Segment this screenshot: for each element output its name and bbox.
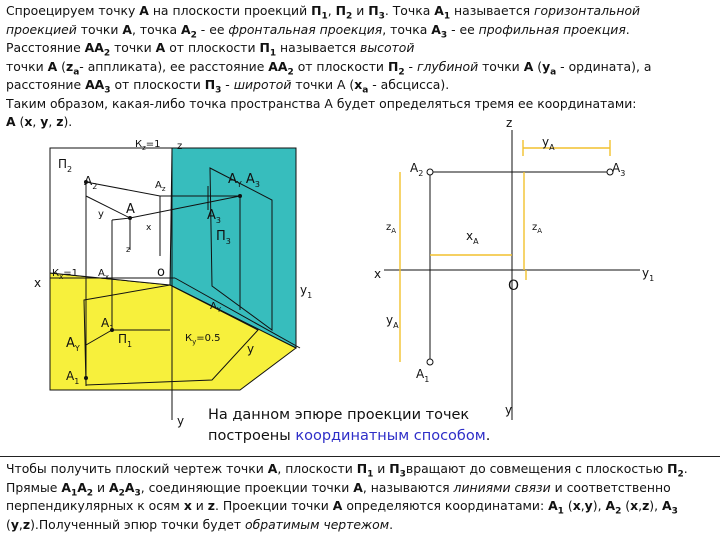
epure-label-xa: $х_А$: [466, 229, 479, 246]
label-x-axis: x: [34, 276, 42, 290]
caption-line-1: На данном эпюре проекции точек: [208, 407, 470, 423]
point-a3: [238, 194, 242, 198]
intro-line-7: А (х, у, z).: [6, 114, 73, 129]
label-y-right: у: [247, 342, 255, 356]
label-ay-a3: $А_Y$ $А_3$: [228, 172, 260, 189]
label-p1: $П_1$: [118, 332, 133, 349]
intro-line-2: проекцией точки А, точка $А_2$ - ее фронтальная проекция, точка $А_3$ - ее профильная проекция.: [6, 21, 630, 39]
label-p2: $П_2$: [58, 157, 73, 174]
label-ky: $К_y=0.5$: [185, 333, 221, 346]
conclusion-line-4: (у,z).Полученный эпюр точки будет обратимым чертежом.: [6, 516, 394, 532]
intro-line-6: Таким образом, какая-либо точка пространства А будет определяться тремя ее координатами:: [6, 95, 637, 111]
caption-highlight: координатным способом: [295, 428, 486, 444]
label-ax: $А_x$: [98, 268, 109, 281]
label-z-small: z: [126, 245, 131, 254]
label-y-inner: у: [98, 209, 104, 220]
conclusion-line-3: перпендикулярных к осям х и z. Проекции точки А определяются координатами: $А_1$ (х,у), $А_2$ (х,z), $А_3$: [6, 498, 678, 516]
epure-label-ya: $у_А$: [542, 135, 555, 152]
label-a3: $А_3$: [207, 208, 221, 225]
label-a1-mid: $А_1$: [101, 316, 115, 333]
epure-label-o: O: [508, 278, 520, 294]
epure-label-a2: $А_2$: [410, 161, 424, 178]
epure-label-a3: $А_3$: [612, 161, 626, 178]
intro-line-1: Спроецируем точку А на плоскости проекций $П_1$, $П_2$ и $П_3$. Точка $А_1$ называется горизонтальной: [6, 3, 641, 21]
label-z-axis: z: [177, 141, 183, 152]
label-ay-left: $А_Y$: [66, 336, 80, 353]
label-a: А: [126, 202, 135, 217]
conclusion-line-1: Чтобы получить плоский чертеж точки А, плоскости $П_1$ и $П_3вращают$ до совмещения с плоскостью $П_2$.: [6, 461, 688, 479]
section-divider: [0, 456, 720, 457]
epure-label-y1: $у_1$: [642, 266, 655, 283]
epure-label-ya-low: $у_А$: [386, 313, 399, 330]
intro-line-3: Расстояние $АА_2$ точки А от плоскости $П_1$ называется высотой: [6, 40, 415, 58]
label-o: о: [157, 265, 165, 280]
epure-label-z: z: [506, 116, 513, 130]
epure-label-y: у: [505, 403, 513, 417]
label-kx: $К_x=1$: [52, 268, 79, 281]
label-x-inner: x: [146, 223, 152, 233]
epure-label-x: x: [374, 267, 382, 281]
label-y1: $у_1$: [300, 283, 313, 300]
label-y-bottom: у: [177, 414, 185, 428]
intro-line-4: точки А ($z_a-$ аппликата), ее расстояние $АА_2$ от плоскости $П_2$ - глубиной точки А ($y_a$ - ордината), а: [6, 58, 652, 76]
intro-line-5: расстояние $АА_3$ от плоскости $П_3$ - широтой точки А ($х_a$ - абсцисса).: [6, 77, 450, 95]
label-ay-mid: $А_Y$: [210, 301, 222, 314]
epure-label-za-right: $z_А$: [532, 222, 543, 235]
label-az: $А_z$: [155, 180, 166, 193]
label-p3: $П_3$: [216, 229, 231, 246]
epure-label-za-left: $z_А$: [386, 222, 397, 235]
epure: [374, 116, 654, 420]
conclusion-paragraph: [6, 460, 714, 534]
label-a2: $А_2$: [84, 174, 98, 191]
caption-line-2: построены координатным способом.: [208, 428, 491, 444]
epure-label-a1: $А_1$: [416, 367, 430, 384]
epure-caption: [208, 405, 490, 447]
label-kz: $К_z=1$: [135, 139, 161, 152]
label-a1-left: $А_1$: [66, 369, 80, 386]
conclusion-line-2: Прямые $А_1А_2$ и $А_2А_3$, соединяющие проекции точки А, называются линиями связи и соответственно: [6, 479, 671, 497]
point-a1-rotated: [84, 376, 88, 380]
